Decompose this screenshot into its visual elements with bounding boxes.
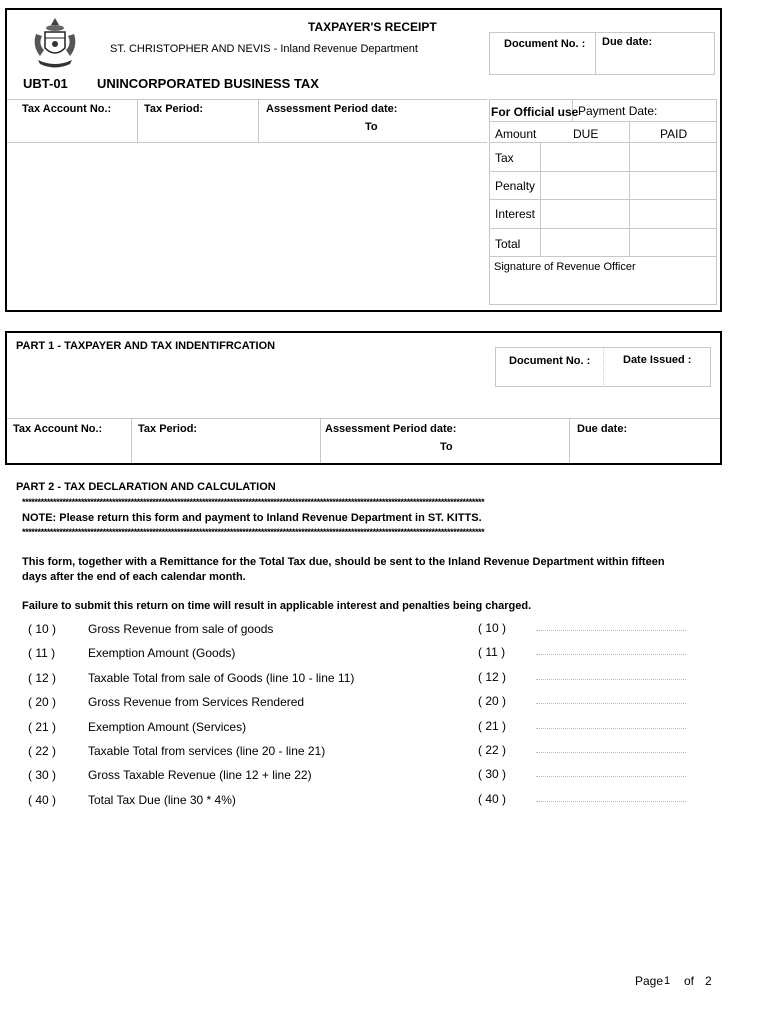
line-amount-field[interactable]: [536, 776, 686, 777]
line-label: Total Tax Due (line 30 * 4%): [88, 792, 236, 807]
line-code-right: ( 20 ): [478, 694, 507, 709]
line-code-left: ( 12 ): [28, 670, 57, 685]
assessment-period-label: Assessment Period date:: [266, 103, 398, 115]
part1-date-issued-label: Date Issued :: [623, 354, 692, 366]
line-amount-field[interactable]: [536, 654, 686, 655]
stars-divider-top: *****************************************************************************************************************************************************: [22, 497, 485, 507]
part1-to-label: To: [440, 441, 453, 453]
instructions-line2: days after the end of each calendar month.: [22, 571, 246, 583]
line-amount-field[interactable]: [536, 679, 686, 680]
penalty-warning: Failure to submit this return on time will result in applicable interest and penalties being charged.: [22, 600, 532, 612]
line-code-left: ( 30 ): [28, 768, 57, 783]
line-label: Exemption Amount (Goods): [88, 646, 236, 661]
line-code-right: ( 40 ): [478, 791, 507, 806]
form-code: UBT-01: [23, 76, 68, 91]
line-label: Gross Revenue from sale of goods: [88, 622, 274, 636]
page-number: 1: [664, 975, 671, 987]
line-code-right: ( 21 ): [478, 718, 507, 733]
part1-due-date-label: Due date:: [577, 423, 628, 435]
stars-divider-bottom: *****************************************************************************************************************************************************: [22, 527, 485, 537]
part1-assessment-label: Assessment Period date:: [325, 423, 457, 435]
line-code-left: ( 22 ): [28, 744, 57, 758]
line-code-right: ( 11 ): [478, 645, 506, 660]
of-label: of: [684, 974, 695, 988]
line-label: Gross Revenue from Services Rendered: [88, 695, 305, 710]
line-label: Taxable Total from services (line 20 - line 21): [88, 744, 326, 758]
line-code-right: ( 30 ): [478, 767, 507, 782]
part1-document-no-label: Document No. :: [509, 355, 591, 367]
line-label: Gross Taxable Revenue (line 12 + line 22): [88, 768, 312, 783]
line-code-left: ( 40 ): [28, 792, 57, 807]
line-label: Exemption Amount (Services): [88, 719, 247, 734]
line-amount-field[interactable]: [536, 630, 686, 631]
line-code-right: ( 10 ): [478, 621, 507, 635]
tax-period-label: Tax Period:: [144, 103, 204, 115]
part1-tax-period-label: Tax Period:: [138, 423, 198, 435]
payment-date-label: Payment Date:: [578, 104, 658, 118]
amount-header: Amount: [495, 127, 537, 141]
receipt-title: TAXPAYER'S RECEIPT: [308, 20, 437, 34]
tax-account-label: Tax Account No.:: [22, 103, 112, 115]
page-label: Page: [635, 974, 664, 988]
part1-title: PART 1 - TAXPAYER AND TAX INDENTIFRCATION: [16, 340, 276, 352]
assessment-to-label: To: [365, 121, 378, 133]
line-code-right: ( 22 ): [478, 743, 507, 757]
form-name: UNINCORPORATED BUSINESS TAX: [97, 76, 319, 91]
line-amount-field[interactable]: [536, 752, 686, 753]
due-header: DUE: [573, 127, 599, 141]
signature-label: Signature of Revenue Officer: [494, 261, 636, 273]
part1-tax-account-label: Tax Account No.:: [13, 423, 103, 435]
line-amount-field[interactable]: [536, 728, 686, 729]
total-pages: 2: [705, 974, 712, 988]
row-total: Total: [495, 237, 521, 251]
row-interest: Interest: [495, 207, 536, 221]
department-name: ST. CHRISTOPHER AND NEVIS - Inland Revenue Department: [110, 43, 418, 55]
line-code-left: ( 11 ): [28, 646, 56, 661]
line-amount-field[interactable]: [536, 703, 686, 704]
part2-title: PART 2 - TAX DECLARATION AND CALCULATION: [16, 481, 276, 493]
line-amount-field[interactable]: [536, 801, 686, 802]
paid-header: PAID: [660, 127, 688, 141]
line-code-left: ( 10 ): [28, 622, 57, 636]
document-no-label: Document No. :: [504, 38, 586, 50]
coat-of-arms-icon: [30, 16, 80, 70]
row-penalty: Penalty: [495, 179, 536, 193]
due-date-label: Due date:: [602, 36, 653, 48]
line-label: Taxable Total from sale of Goods (line 10 - line 11): [88, 670, 355, 685]
line-code-left: ( 21 ): [28, 719, 57, 734]
official-use-label: For Official use: [491, 105, 579, 119]
row-tax: Tax: [495, 151, 514, 165]
line-code-left: ( 20 ): [28, 695, 57, 710]
return-note: NOTE: Please return this form and payment to Inland Revenue Department in ST. KITTS.: [22, 512, 482, 524]
line-code-right: ( 12 ): [478, 669, 507, 684]
instructions-line1: This form, together with a Remittance for the Total Tax due, should be sent to the Inland Revenue Department within fifteen: [22, 556, 665, 568]
